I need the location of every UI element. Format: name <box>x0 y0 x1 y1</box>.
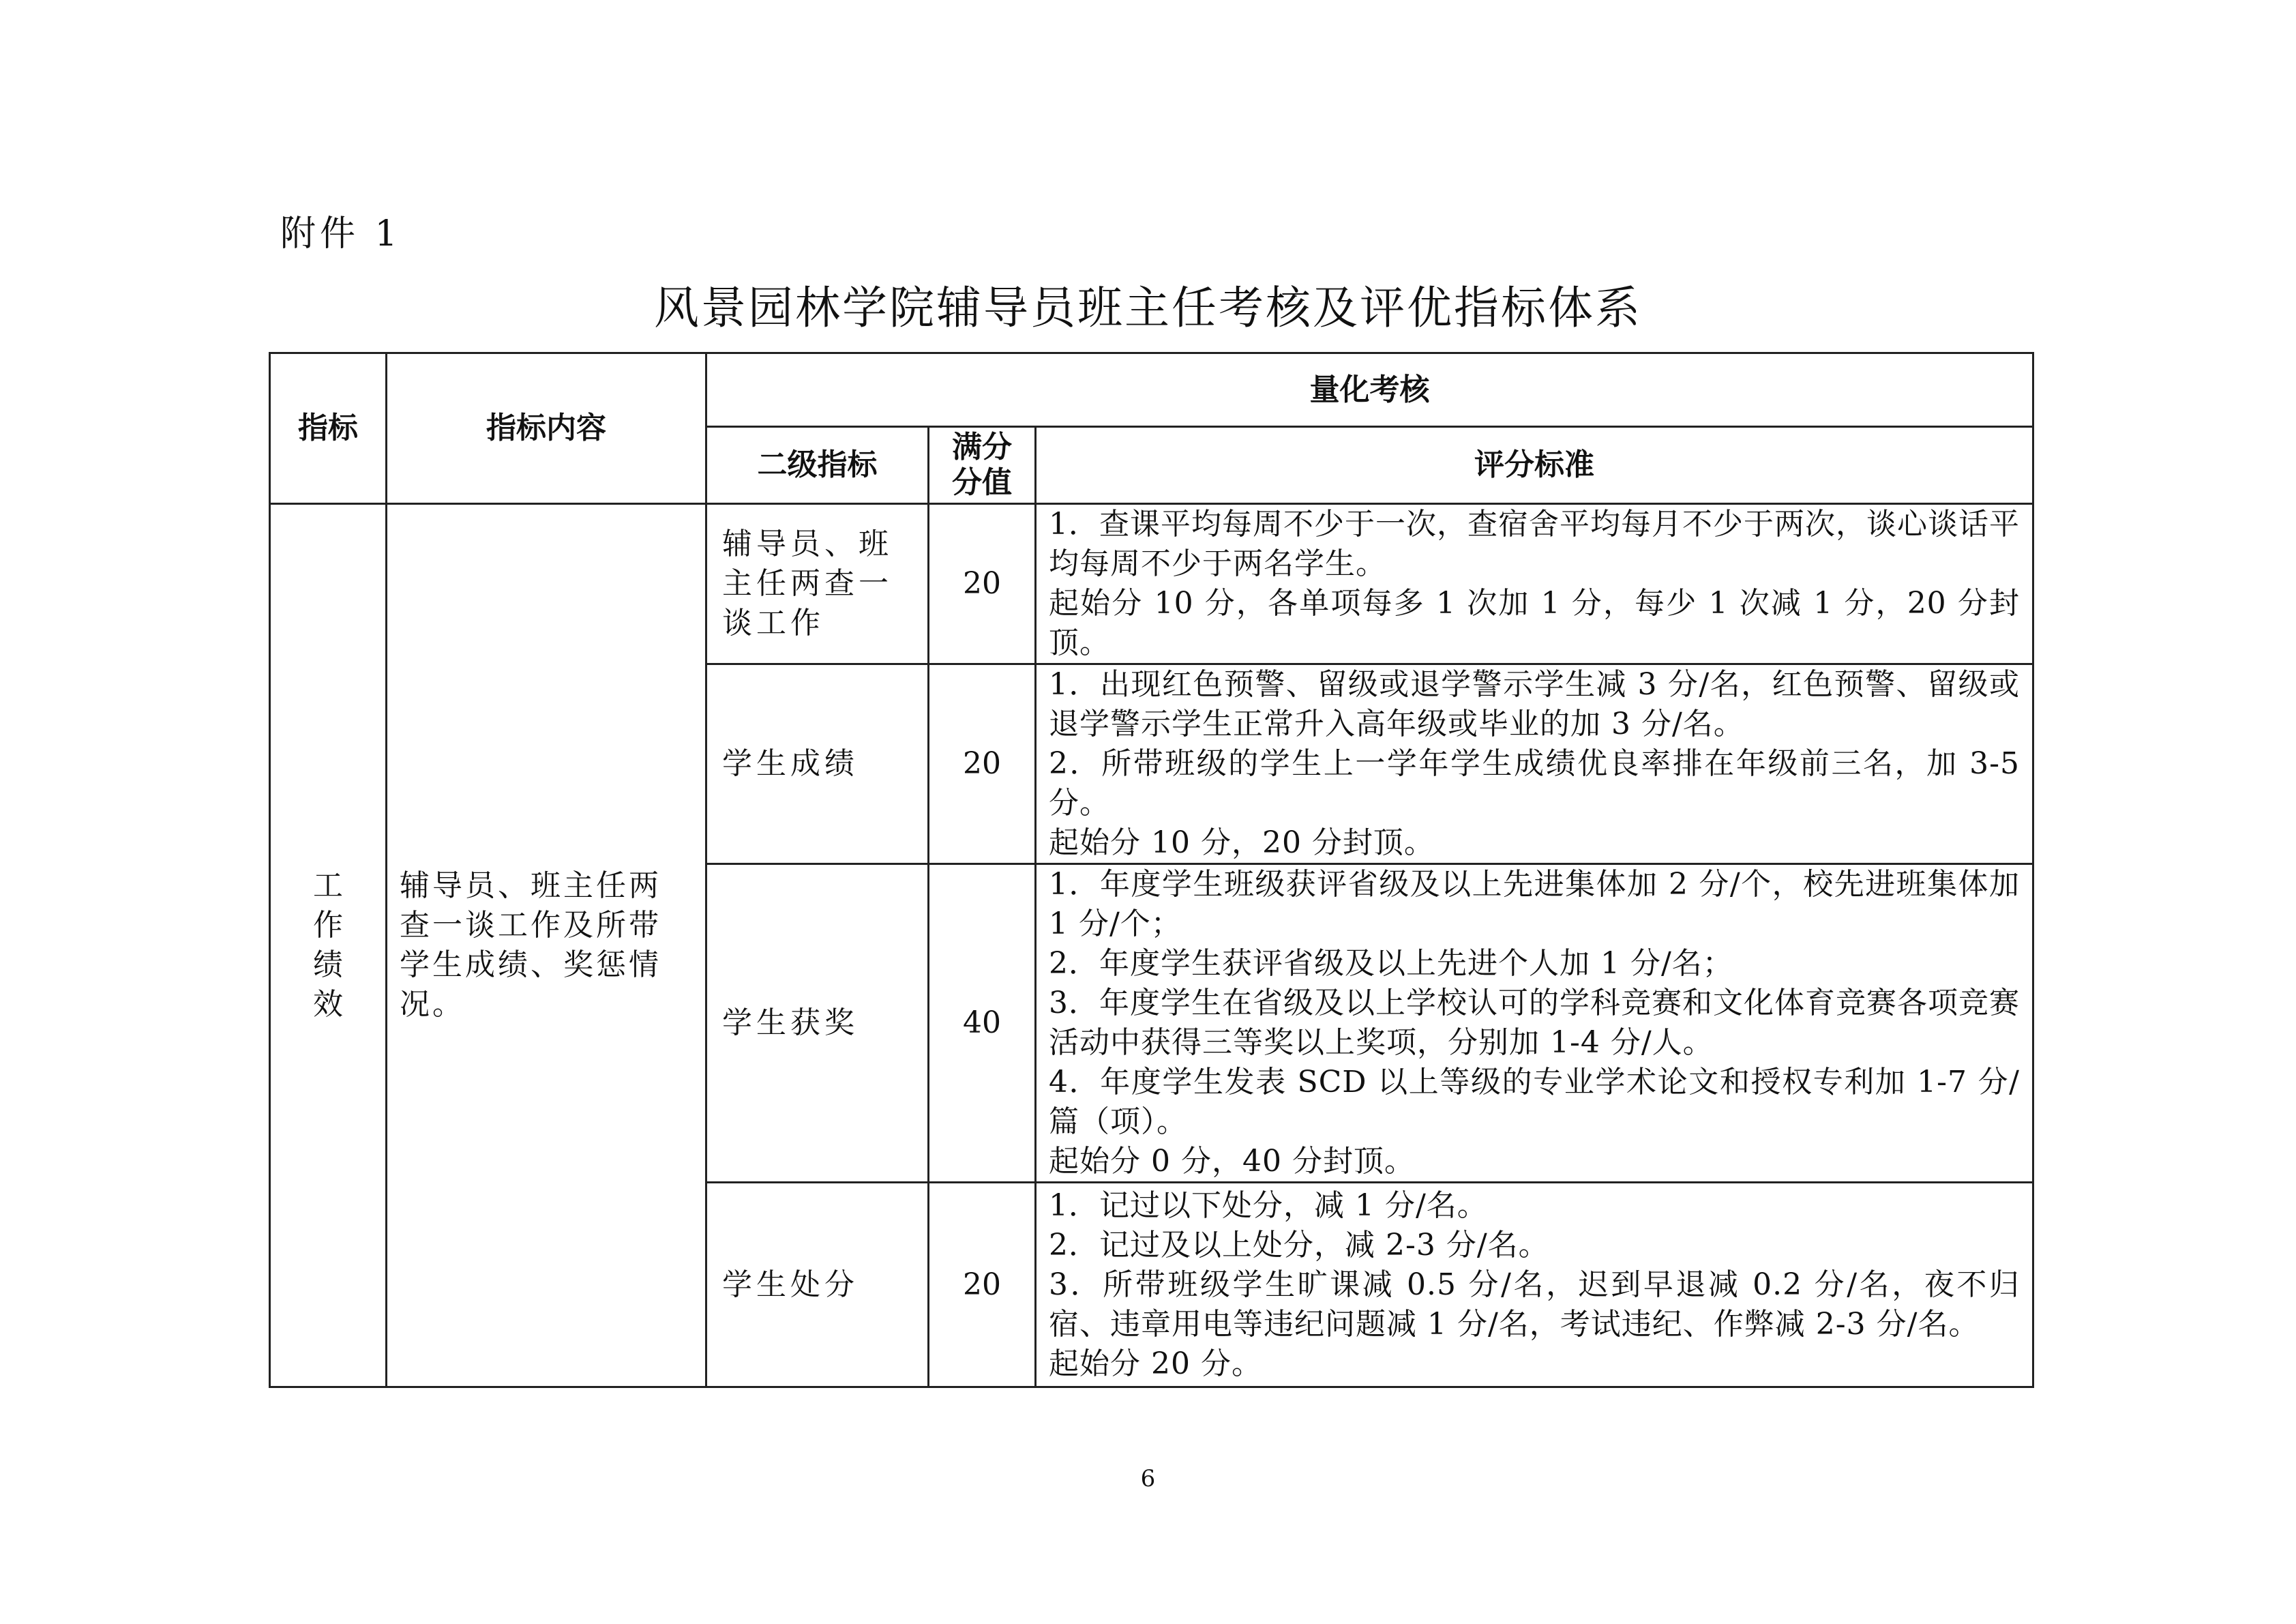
criteria-line: 起始分 10 分，20 分封顶。 <box>1049 825 1435 860</box>
header-row-1 <box>270 353 2033 427</box>
criteria-line: 4．年度学生发表 SCD 以上等级的专业学术论文和授权专利加 1-7 分/篇（项）。 <box>1049 1065 2020 1139</box>
page-number: 6 <box>1140 1465 1156 1492</box>
sub-indicator-cell: 学生成绩 <box>706 664 929 864</box>
criteria-cell <box>1036 1183 2033 1387</box>
criteria-cell <box>1036 864 2033 1183</box>
header-criteria: 评分标准 <box>1036 427 2033 504</box>
full-score-cell: 40 <box>929 864 1036 1183</box>
evaluation-table <box>269 352 2034 1388</box>
header-full-score <box>929 427 1036 504</box>
criteria-line: 2．记过及以上处分，减 2-3 分/名。 <box>1049 1227 1549 1263</box>
indicator-line-1: 工 作 <box>313 868 361 943</box>
criteria-line: 起始分 0 分，40 分封顶。 <box>1049 1144 1415 1179</box>
document-title: 风景园林学院辅导员班主任考核及评优指标体系 <box>654 282 1642 334</box>
criteria-line: 1．出现红色预警、留级或退学警示学生减 3 分/名，红色预警、留级或退学警示学生正常升入高年级或毕业的加 3 分/名。 <box>1049 667 2020 741</box>
criteria-line: 起始分 10 分，各单项每多 1 次加 1 分，每少 1 次减 1 分，20 分封顶。 <box>1049 586 2020 660</box>
criteria-line: 1．记过以下处分，减 1 分/名。 <box>1049 1187 1488 1223</box>
header-quant: 量化考核 <box>706 353 2033 427</box>
full-score-cell: 20 <box>929 1183 1036 1387</box>
header-full-score-line2: 分值 <box>952 465 1012 500</box>
criteria-cell <box>1036 664 2033 864</box>
criteria-line: 起始分 20 分。 <box>1049 1346 1262 1381</box>
attachment-label: 附件 1 <box>280 213 402 254</box>
sub-indicator-cell: 辅导员、班主任两查一谈工作 <box>706 504 929 664</box>
indicator-content-cell: 辅导员、班主任两查一谈工作及所带学生成绩、奖惩情况。 <box>387 504 706 1387</box>
sub-indicator-cell: 学生获奖 <box>706 864 929 1183</box>
criteria-line: 3．年度学生在省级及以上学校认可的学科竞赛和文化体育竞赛各项竞赛活动中获得三等奖以上奖项，分别加 1-4 分/人。 <box>1049 986 2020 1060</box>
sub-indicator-cell: 学生处分 <box>706 1183 929 1387</box>
indicator-line-2: 绩 效 <box>313 947 361 1022</box>
header-full-score-line1: 满分 <box>952 430 1012 464</box>
criteria-cell <box>1036 504 2033 664</box>
criteria-line: 1．查课平均每周不少于一次，查宿舍平均每月不少于两次，谈心谈话平均每周不少于两名学生。 <box>1049 507 2020 581</box>
indicator-cell <box>270 504 387 1387</box>
criteria-line: 1．年度学生班级获评省级及以上先进集体加 2 分/个，校先进班集体加 1 分/个； <box>1049 867 2020 941</box>
criteria-line: 3．所带班级学生旷课减 0.5 分/名，迟到早退减 0.2 分/名，夜不归宿、违章用电等违纪问题减 1 分/名，考试违纪、作弊减 2-3 分/名。 <box>1049 1267 2020 1342</box>
header-sub-indicator: 二级指标 <box>706 427 929 504</box>
criteria-line: 2．所带班级的学生上一学年学生成绩优良率排在年级前三名，加 3-5 分。 <box>1049 746 2020 821</box>
criteria-line: 2．年度学生获评省级及以上先进个人加 1 分/名； <box>1049 946 1733 981</box>
header-content: 指标内容 <box>387 353 706 504</box>
full-score-cell: 20 <box>929 664 1036 864</box>
full-score-cell: 20 <box>929 504 1036 664</box>
header-indicator: 指标 <box>270 353 387 504</box>
table-row <box>270 504 2033 664</box>
